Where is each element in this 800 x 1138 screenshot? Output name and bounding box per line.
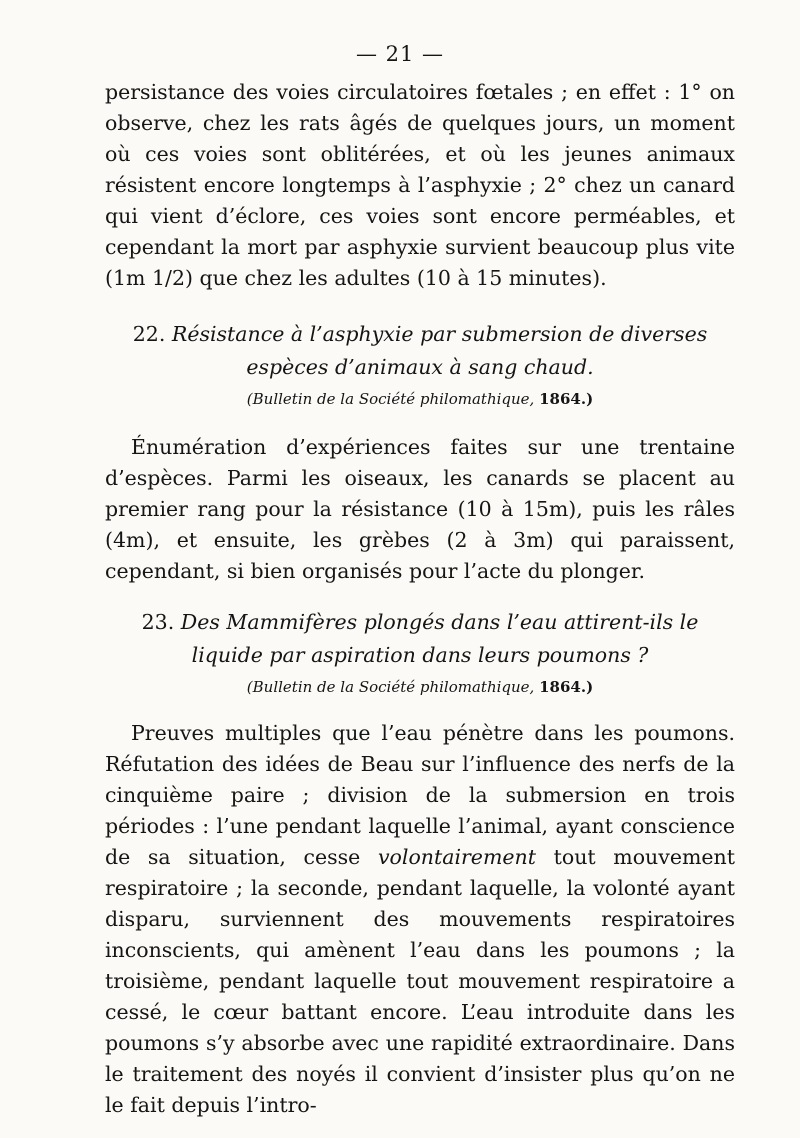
entry-22-citation-year: 1864.): [539, 390, 594, 408]
intro-paragraph: persistance des voies circulatoires fœtales ; en effet : 1° on observe, chez les rats âgés de quelques jours, un moment où ces voies sont oblitérées, et où les jeunes animaux résistent encore longtemps à l’asphyxie ; 2° chez un canard qui vient d’éclore, ces voies sont encore perméables, et cependant la mort par asphyxie survient beaucoup plus vite (1m 1/2) que chez les adultes (10 à 15 minutes).: [105, 80, 735, 290]
entry-23-citation: [105, 678, 735, 696]
entry-22-citation-source: (Bulletin de la Société philomathique,: [246, 390, 535, 408]
entry-22-number: 22.: [132, 322, 166, 346]
entry-23-body: [105, 718, 735, 1121]
entry-23-body-emphasis: volontairement: [377, 845, 536, 869]
entry-22-body: Énumération d’expériences faites sur une trentaine d’espèces. Parmi les oiseaux, les canards se placent au premier rang pour la résistance (10 à 15m), puis les râles (4m), et ensuite, les grèbes (2 à 3m) qui paraissent, cependant, si bien organisés pour l’acte du plonger.: [105, 435, 735, 583]
entry-23-citation-source: (Bulletin de la Société philomathique,: [246, 678, 535, 696]
entry-23-heading: [105, 606, 735, 672]
entry-22-heading: [105, 318, 735, 384]
entry-23-body-end: tout mouvement respiratoire ; la seconde, pendant laquelle, la volonté ayant disparu, surviennent des mouvements respiratoires inconscients, qui amènent l’eau dans les poumons ; la troisième, pendant laquelle tout mouvement respiratoire a cessé, le cœur battant encore. L’eau introduite dans les poumons s’y absorbe avec une rapidité extraordinaire. Dans le traitement des noyés il convient d’insister plus qu’on ne le fait depuis l’intro-: [105, 845, 735, 1117]
entry-23-number: 23.: [141, 610, 175, 634]
entry-23-title: Des Mammifères plongés dans l’eau attirent-ils le liquide par aspiration dans leurs poumons ?: [180, 610, 699, 667]
entry-23-citation-year: 1864.): [539, 678, 594, 696]
entry-23-body-start: Preuves multiples que l’eau pénètre dans les poumons. Réfutation des idées de Beau sur l’influence des nerfs de la cinquième paire ; division de la submersion en trois périodes : l’une pendant laquelle l’animal, ayant conscience de sa situation, cesse: [105, 721, 735, 869]
entry-22-title: Résistance à l’asphyxie par submersion de diverses espèces d’animaux à sang chaud.: [171, 322, 708, 379]
page-number: — 21 —: [355, 42, 445, 66]
entry-22-citation: [105, 390, 735, 408]
